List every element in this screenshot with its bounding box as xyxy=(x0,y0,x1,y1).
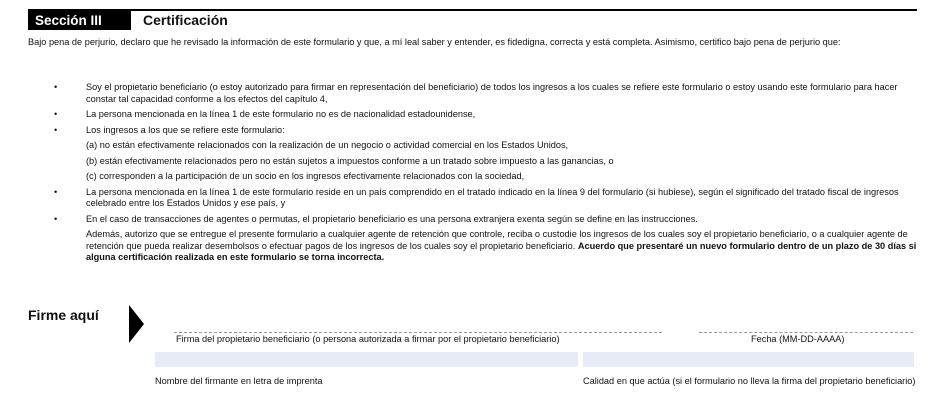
intro-paragraph: Bajo pena de perjurio, declaro que he revisado la información de este formulario y que, a mí leal saber y entender, es fidedigna, correcta y está completa. Asimismo, certifico bajo pena de perjurio que: xyxy=(28,37,841,47)
list-item: • La persona mencionada en la línea 1 de este formulario reside en un país comprendido en el tratado indicado en la línea 9 del formulario (si hubiese), según el significado del tratado fiscal de ingresos celebrado entre los Estados Unidos y ese país, y xyxy=(54,186,899,208)
bold-agreement: Acuerdo que presentaré un nuevo formulario dentro de un plazo de 30 días si alguna certificación realizada en este formulario se torna incorrecta. xyxy=(86,240,917,262)
date-caption: Fecha (MM-DD-AAAA) xyxy=(751,334,845,344)
capacity-field[interactable] xyxy=(583,352,914,367)
list-item: • La persona mencionada en la línea 1 de este formulario no es de nacionalidad estadounidense, xyxy=(54,109,476,119)
bullet-icon: • xyxy=(54,186,58,197)
sign-here-label: Firme aquí xyxy=(28,307,99,323)
certification-list xyxy=(28,82,918,268)
authorization-paragraph: Además, autorizo que se entregue el presente formulario a cualquier agente de retención que controle, reciba o custodie los ingresos de los cuales soy el propietario beneficiario, o a cualquier agente de retención que pueda realizar desembolsos o efectuar pagos de los ingresos de los cuales soy el propietario beneficiario. Acuerdo que presentaré un nuevo formulario dentro de un plazo de 30 días si alguna certificación realizada en este formulario se torna incorrecta. xyxy=(86,229,917,262)
list-item: • Soy el propietario beneficiario (o estoy autorizado para firmar en representación del beneficiario) de todos los ingresos a los cuales se refiere este formulario o estoy usando este formulario para hacer constar tal capacidad conforme a los efectos del capítulo 4, xyxy=(54,82,898,104)
printed-name-field[interactable] xyxy=(155,352,578,367)
bullet-icon: • xyxy=(54,213,58,224)
bullet-icon: • xyxy=(54,109,58,119)
signature-line[interactable] xyxy=(174,332,662,333)
arrow-right-icon xyxy=(129,305,144,343)
sub-item-c: (c) corresponden a la participación de un socio en los ingresos efectivamente relacionados con la sociedad, xyxy=(86,171,525,181)
bullet-icon: • xyxy=(54,82,58,92)
list-item: • Los ingresos a los que se refiere este formulario: xyxy=(54,124,285,135)
sub-item-a: (a) no están efectivamente relacionados con la realización de un negocio o actividad comercial en los Estados Unidos, xyxy=(86,140,569,150)
list-item: • En el caso de transacciones de agentes o permutas, el propietario beneficiario es una persona extranjera exenta según se define en las instrucciones. xyxy=(54,213,698,224)
sub-item-b: (b) están efectivamente relacionados pero no están sujetos a impuestos conforme a un tratado sobre impuesto a las ganancias, o xyxy=(86,155,614,166)
bullet-icon: • xyxy=(54,124,58,135)
section-title: Certificación xyxy=(143,12,228,28)
date-line[interactable] xyxy=(699,332,913,333)
signature-caption: Firma del propietario beneficiario (o persona autorizada a firmar por el propietario beneficiario) xyxy=(176,334,560,344)
capacity-caption: Calidad en que actúa (si el formulario no lleva la firma del propietario beneficiario) xyxy=(583,376,916,386)
section-number-badge: Sección III xyxy=(28,11,131,30)
printed-name-caption: Nombre del firmante en letra de imprenta xyxy=(155,376,323,386)
